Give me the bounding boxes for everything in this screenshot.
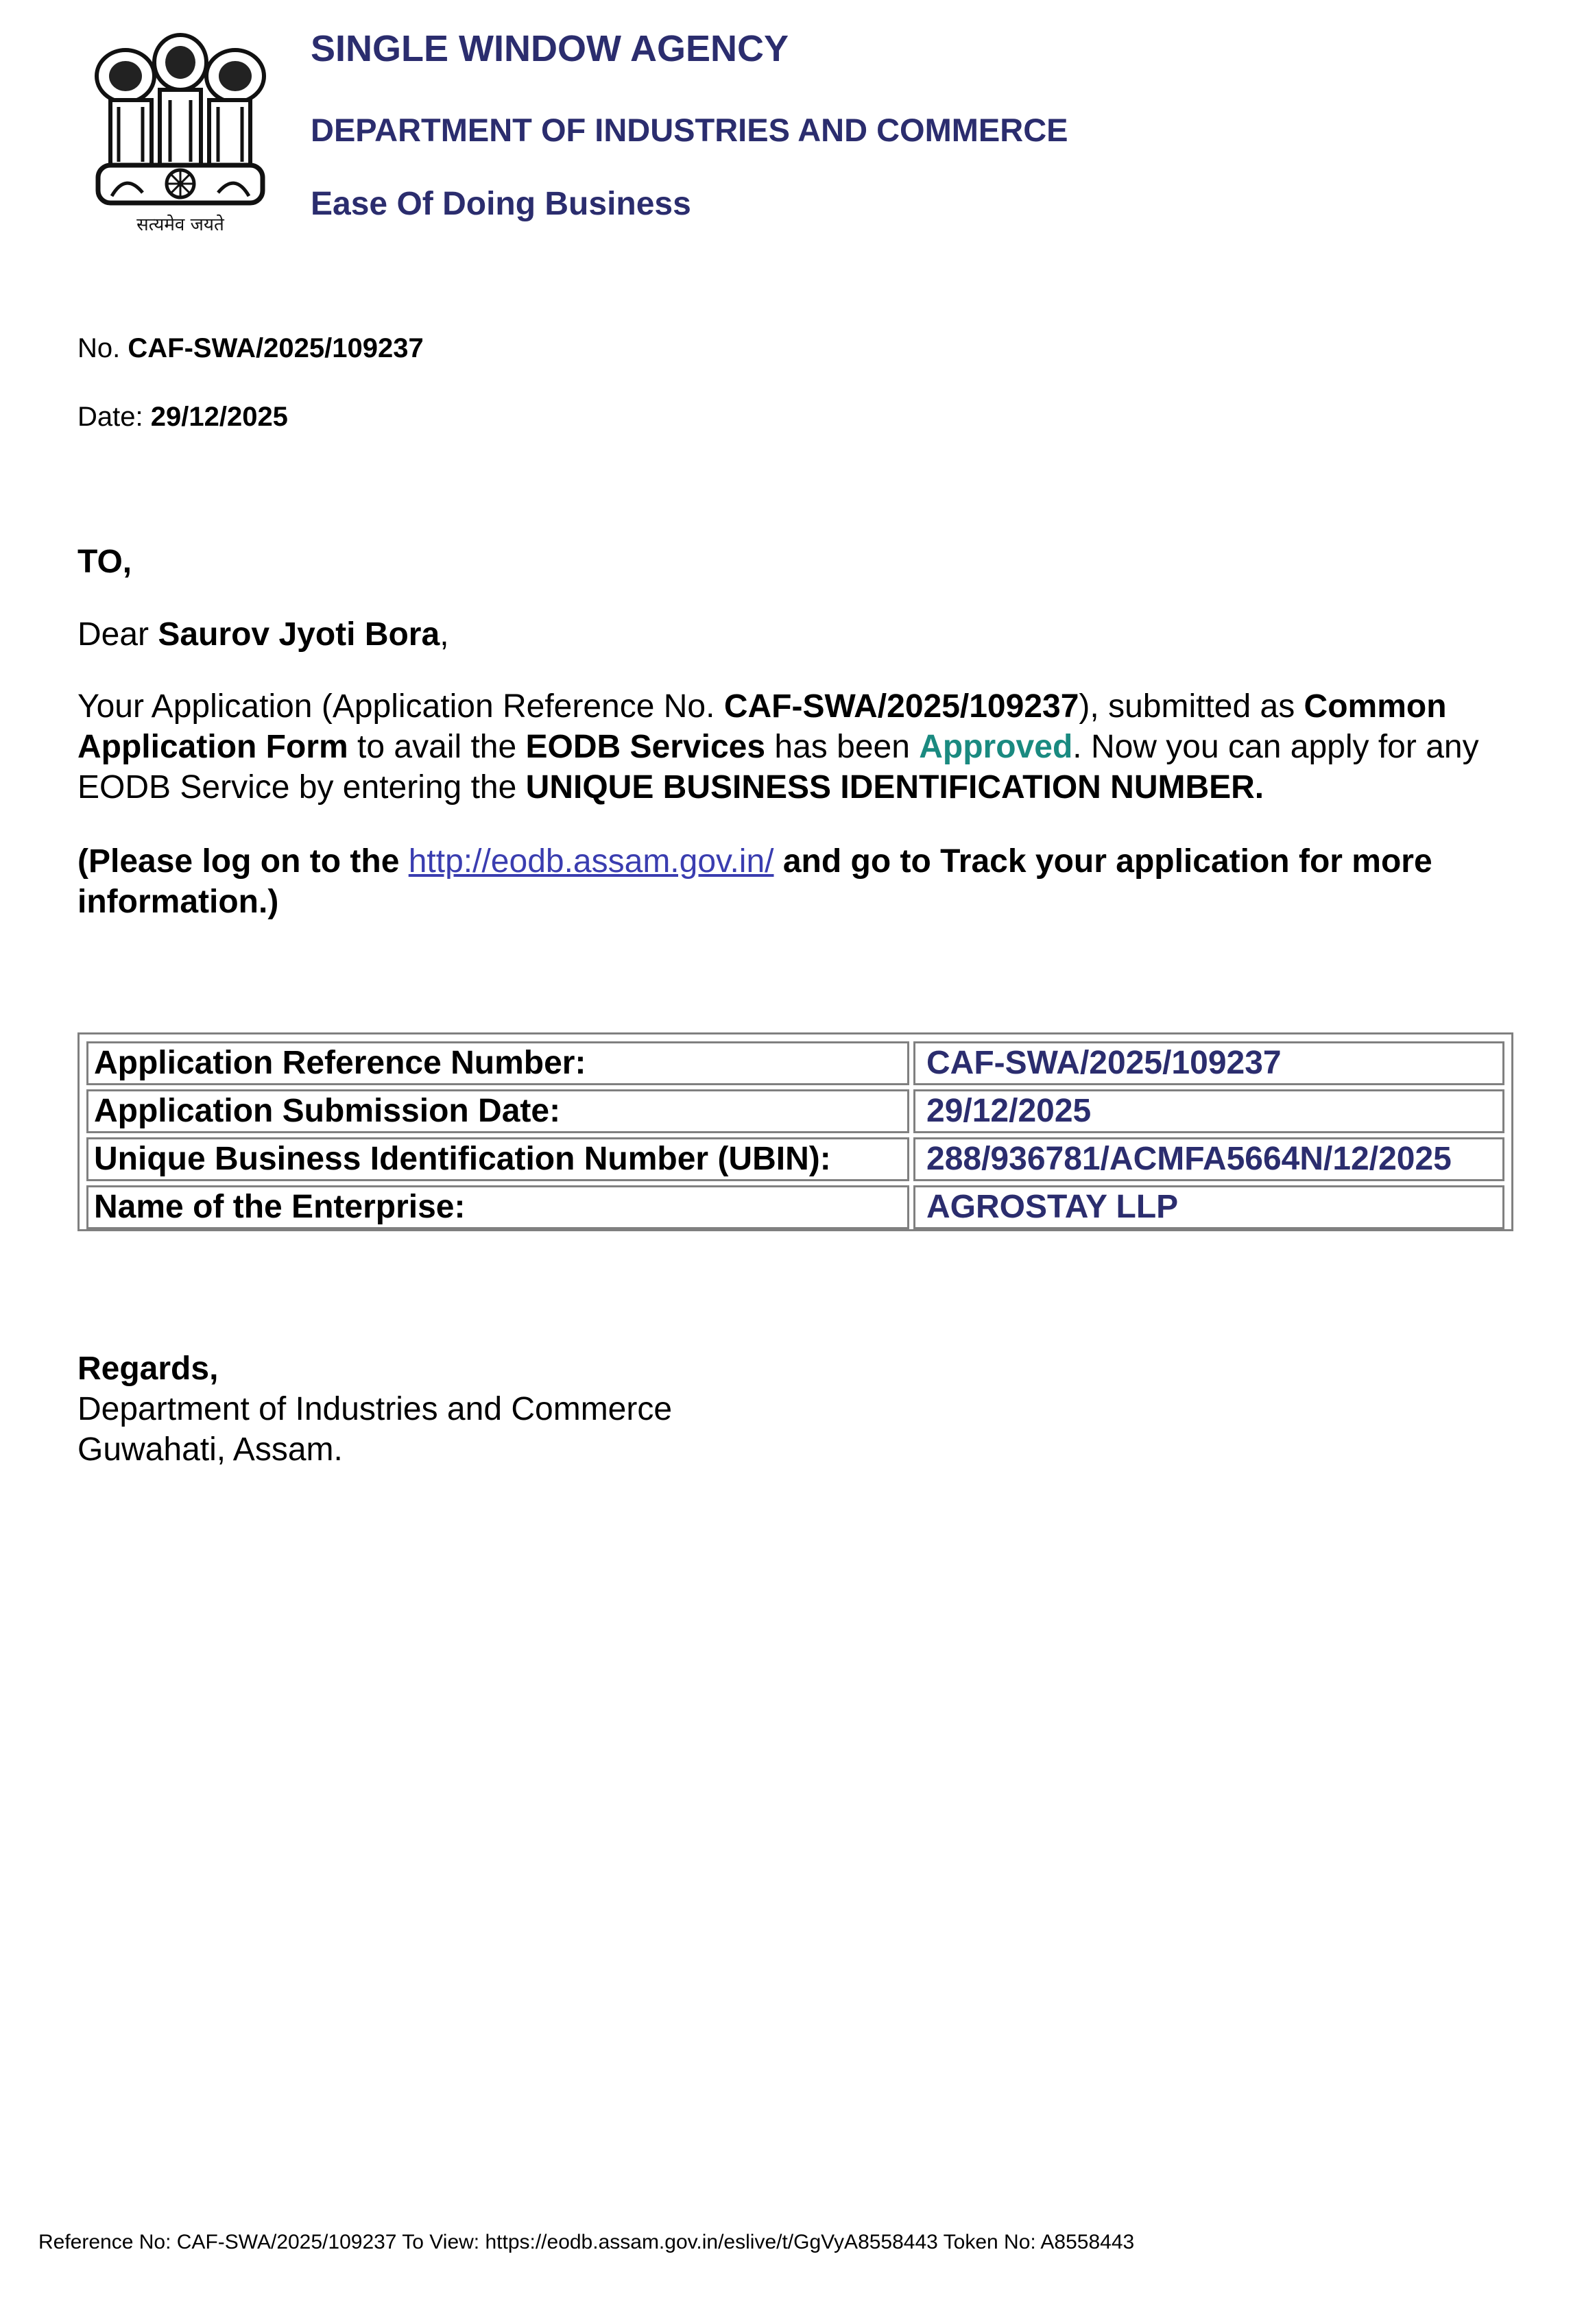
table-row [86, 1185, 1504, 1229]
table-row [86, 1089, 1504, 1133]
body-form-name: Common Application Form [77, 688, 1447, 765]
body-text-4: has been [774, 729, 910, 765]
regards: Regards, [77, 1351, 219, 1387]
dear-label: Dear [77, 616, 149, 653]
date-value: 29/12/2025 [150, 402, 288, 432]
eodb-portal-link[interactable]: http://eodb.assam.gov.in/ [408, 843, 774, 880]
closing-department: Department of Industries and Commerce [77, 1391, 673, 1427]
date-label: Date: [77, 402, 143, 432]
salutation-comma: , [440, 616, 449, 653]
application-details-table [77, 1032, 1513, 1231]
row-label: Application Submission Date: [86, 1089, 909, 1133]
row-label: Unique Business Identification Number (UBIN): [86, 1137, 909, 1181]
body-reference: CAF-SWA/2025/109237 [723, 688, 1079, 725]
approval-paragraph [77, 686, 1531, 808]
emblem-motto: सत्यमेव जयते [136, 215, 224, 235]
footer-reference: Reference No: CAF-SWA/2025/109237 To View: https://eodb.assam.gov.in/eslive/t/GgVyA8558443 Token No: A8558443 [38, 2231, 1135, 2253]
body-text-5: . Now you can apply for any EODB Service by entering the [77, 729, 1479, 806]
row-value: 29/12/2025 [913, 1089, 1504, 1133]
reference-number: CAF-SWA/2025/109237 [128, 333, 424, 363]
row-value: CAF-SWA/2025/109237 [913, 1041, 1504, 1085]
closing-location: Guwahati, Assam. [77, 1431, 343, 1468]
date-line [77, 402, 288, 433]
body-text-2: ), submitted as [1079, 688, 1295, 725]
reference-line [77, 333, 424, 364]
reference-label: No. [77, 333, 121, 363]
tagline: Ease Of Doing Business [311, 186, 691, 222]
closing-block [77, 1348, 672, 1470]
login-text-2: and go to Track your application for more information.) [77, 843, 1432, 920]
body-text-3: to avail the [357, 729, 517, 765]
body-services: EODB Services [525, 729, 766, 765]
agency-title: SINGLE WINDOW AGENCY [311, 28, 789, 69]
body-text-1: Your Application (Application Reference No. [77, 688, 715, 725]
table-row [86, 1041, 1504, 1085]
row-label: Application Reference Number: [86, 1041, 909, 1085]
status-approved: Approved [919, 729, 1073, 765]
recipient-name: Saurov Jyoti Bora [158, 616, 440, 653]
salutation-line [77, 614, 449, 655]
department-title: DEPARTMENT OF INDUSTRIES AND COMMERCE [311, 112, 1068, 148]
body-ubin-phrase: UNIQUE BUSINESS IDENTIFICATION NUMBER. [525, 769, 1264, 806]
addressee-to: TO, [77, 544, 132, 580]
national-emblem-icon [77, 25, 283, 237]
row-value: 288/936781/ACMFA5664N/12/2025 [913, 1137, 1504, 1181]
login-instruction [77, 841, 1531, 922]
row-label: Name of the Enterprise: [86, 1185, 909, 1229]
table-row [86, 1137, 1504, 1181]
row-value: AGROSTAY LLP [913, 1185, 1504, 1229]
login-text-1: (Please log on to the [77, 843, 400, 880]
